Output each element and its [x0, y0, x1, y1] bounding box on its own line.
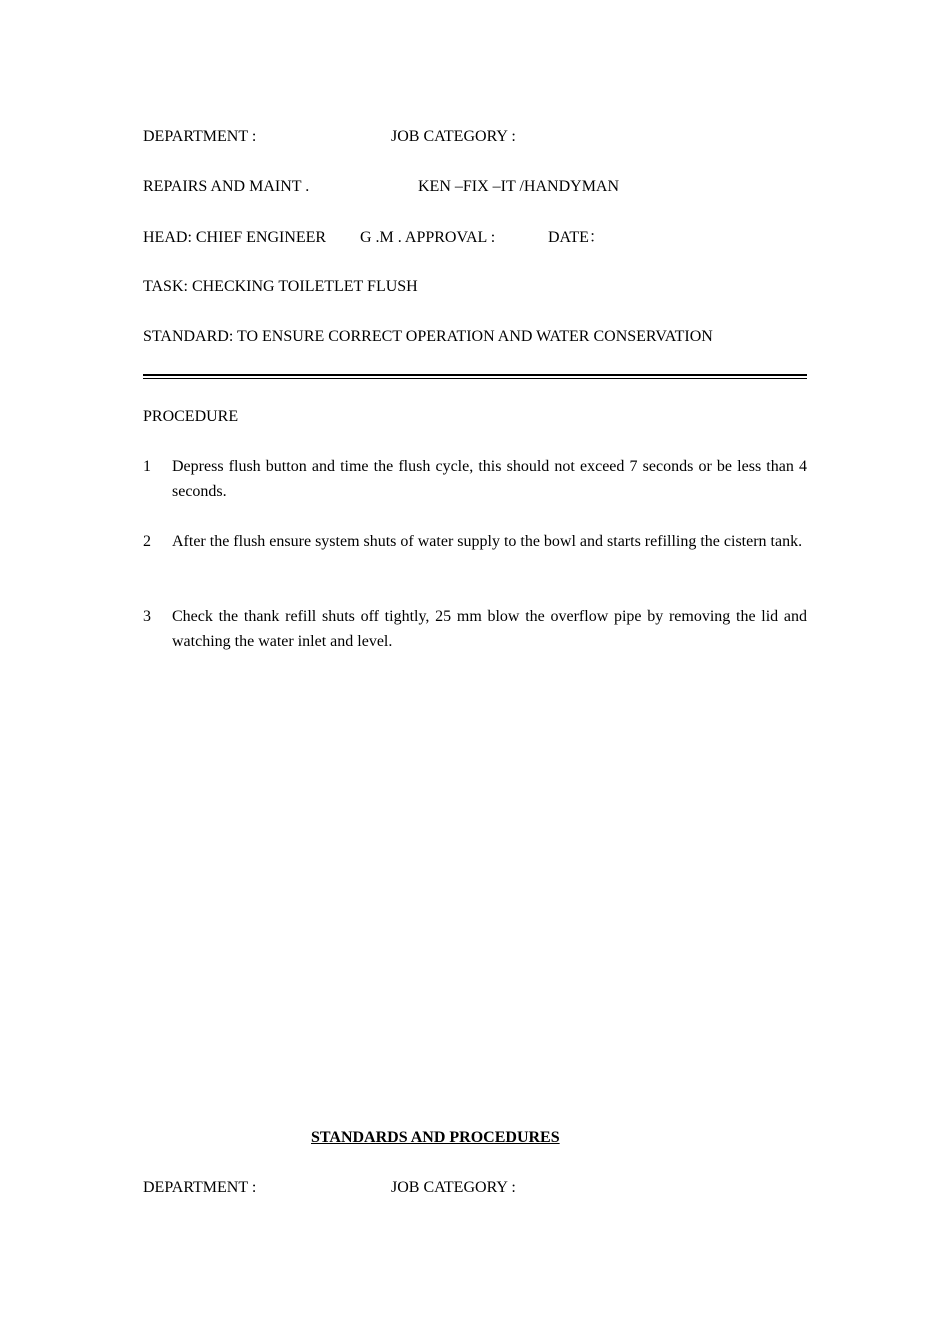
task-line: TASK: CHECKING TOILETLET FLUSH — [143, 278, 418, 295]
divider-rule-thin — [143, 378, 807, 379]
department-value: REPAIRS AND MAINT . — [143, 178, 310, 195]
section-heading: STANDARDS AND PROCEDURES — [311, 1129, 560, 1146]
standard-line: STANDARD: TO ENSURE CORRECT OPERATION AND WATER CONSERVATION — [143, 328, 713, 345]
head-label: HEAD: CHIEF ENGINEER — [143, 229, 327, 246]
procedure-title: PROCEDURE — [143, 408, 239, 425]
job-category-value: KEN –FIX –IT /HANDYMAN — [418, 178, 620, 195]
gm-approval-label: G .M . APPROVAL : — [360, 229, 496, 246]
procedure-step — [143, 529, 807, 579]
step-text: Depress flush button and time the flush cycle, this should not exceed 7 seconds or be less than 4 seconds. — [172, 458, 807, 500]
step-text: After the flush ensure system shuts of water supply to the bowl and starts refilling the cistern tank. — [172, 533, 803, 550]
procedure-step — [143, 454, 807, 504]
step-number: 3 — [143, 608, 151, 625]
procedure-step — [143, 604, 807, 654]
job-category-label: JOB CATEGORY : — [391, 128, 516, 145]
divider-rule-thick — [143, 374, 807, 376]
step-number: 1 — [143, 458, 151, 475]
step-text: Check the thank refill shuts off tightly, 25 mm blow the overflow pipe by removing the lid and watching the water inlet and level. — [172, 608, 807, 650]
department-label-2: DEPARTMENT : — [143, 1179, 257, 1196]
date-label: DATE： — [548, 229, 605, 246]
step-number: 2 — [143, 533, 151, 550]
job-category-label-2: JOB CATEGORY : — [391, 1179, 516, 1196]
department-label: DEPARTMENT : — [143, 128, 257, 145]
